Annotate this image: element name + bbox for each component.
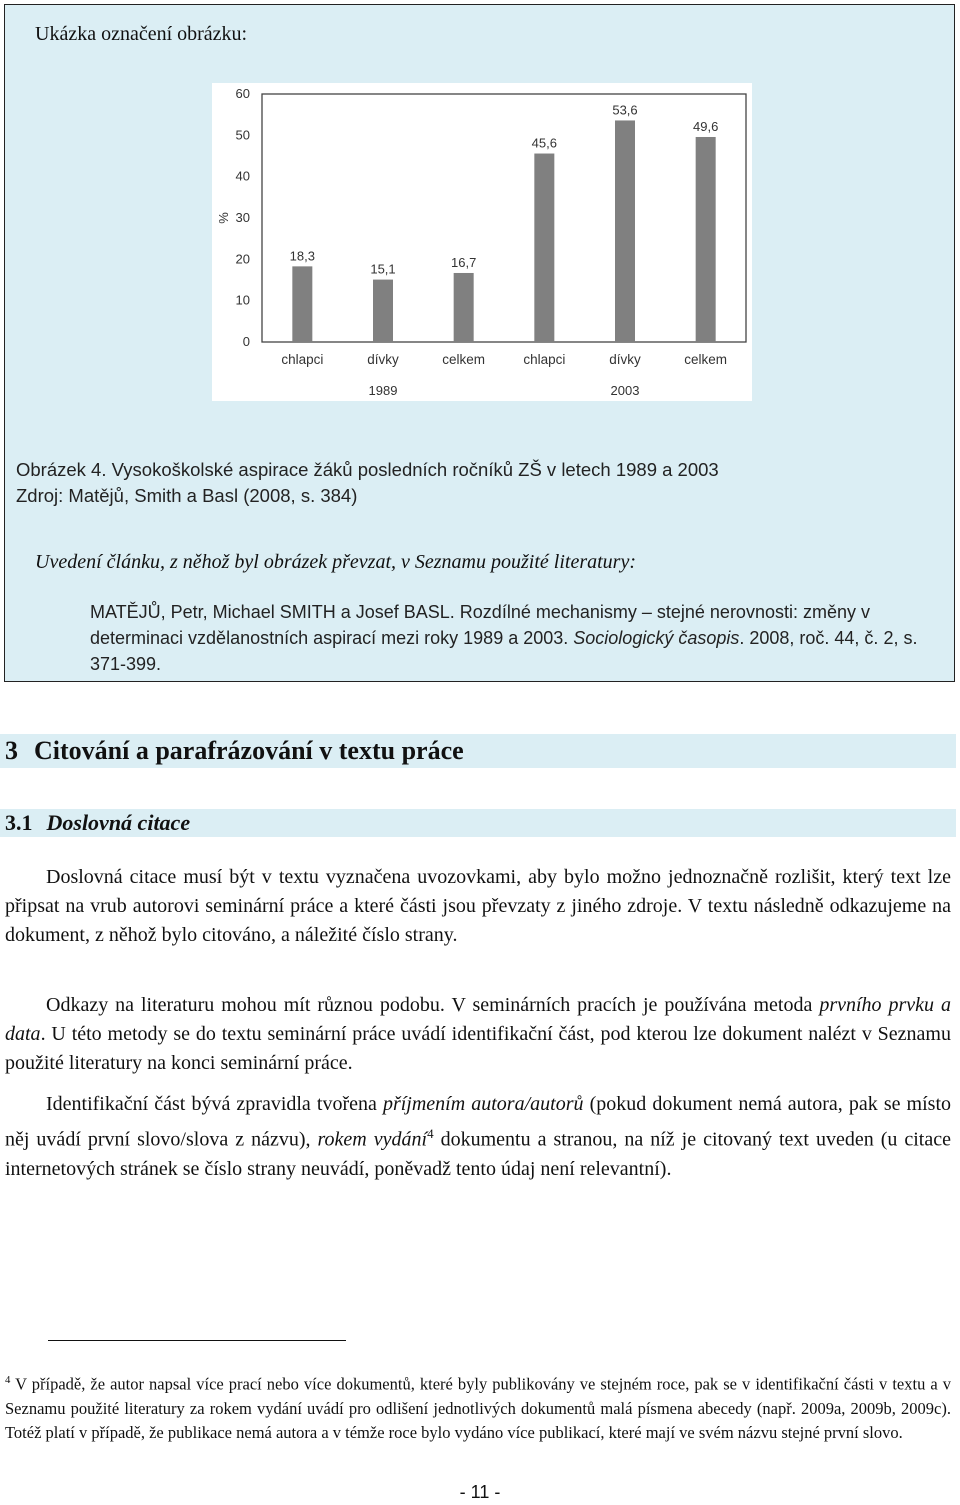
paragraph-3 xyxy=(5,1090,951,1184)
paragraph-3-em-1: příjmením autora/autorů xyxy=(382,1093,584,1115)
category-label-4: dívky xyxy=(609,352,641,367)
bar-chart-svg xyxy=(212,83,752,401)
y-tick-label-40: 40 xyxy=(235,168,250,184)
value-label-3: 45,6 xyxy=(531,135,557,151)
paragraph-2-em: prvního prvku a data xyxy=(5,994,951,1045)
section-number: 3 xyxy=(5,736,18,765)
category-label-1: dívky xyxy=(367,352,399,367)
subsection-title: Doslovná citace xyxy=(46,810,191,835)
category-labels xyxy=(281,352,727,367)
paragraph-3-b: (pokud dokument nemá autora, pak se místo něj uvádí první slovo/slova z názvu), xyxy=(5,1093,952,1151)
footnote-separator xyxy=(48,1340,346,1341)
y-tick-label-0: 0 xyxy=(242,334,250,349)
figure-example-box xyxy=(4,4,955,682)
reference-entry xyxy=(90,599,940,677)
footnote xyxy=(5,1368,951,1445)
paragraph-2 xyxy=(5,991,951,1078)
bar-5 xyxy=(696,137,716,342)
section-heading xyxy=(0,734,956,768)
subsection-number: 3.1 xyxy=(5,810,33,835)
reference-journal: Sociologický časopis xyxy=(573,628,740,648)
category-label-5: celkem xyxy=(684,352,728,367)
category-label-2: celkem xyxy=(442,352,486,367)
value-label-1: 15,1 xyxy=(370,261,396,277)
figure-caption xyxy=(16,457,719,509)
y-tick-label-10: 10 xyxy=(235,292,250,308)
y-tick-label-30: 30 xyxy=(235,210,250,225)
value-label-5: 49,6 xyxy=(693,118,719,134)
group-labels xyxy=(369,383,640,398)
reference-intro: Uvedení článku, z něhož byl obrázek převzat, v Seznamu použité literatury: xyxy=(35,551,636,573)
group-label-1989: 1989 xyxy=(368,383,398,398)
plot-frame xyxy=(262,94,746,342)
paragraph-3-c: dokumentu a stranou, na níž je citovaný text uveden (u citace internetových stránek se číslo strany neuvádí, poněvadž tento údaj není relevantní). xyxy=(5,1128,951,1180)
bar-chart xyxy=(212,83,752,401)
y-tick-label-50: 50 xyxy=(235,127,250,143)
caption-source: Zdroj: Matějů, Smith a Basl (2008, s. 384) xyxy=(16,485,358,506)
reference-authors: MATĚJŮ, Petr, Michael SMITH a Josef BASL. xyxy=(90,602,455,622)
bar-0 xyxy=(292,266,312,342)
page-number: - 11 - xyxy=(459,1482,501,1502)
paragraph-3-em-2: rokem vydání xyxy=(317,1128,428,1151)
bar-3 xyxy=(534,154,554,342)
category-label-0: chlapci xyxy=(281,352,324,367)
caption-title: Obrázek 4. Vysokoškolské aspirace žáků posledních ročníků ZŠ v letech 1989 a 2003 xyxy=(16,459,719,480)
y-tick-label-60: 60 xyxy=(235,86,250,101)
paragraph-1: Doslovná citace musí být v textu vyznačena uvozovkami, aby bylo možno jednoznačně rozlišit, který text lze připsat na vrub autorovi seminární práce a které části jsou převzaty z jiného zdroje. V textu následně odkazujeme na dokument, z něhož bylo citováno, a náležité číslo strany. xyxy=(5,866,951,946)
paragraph-3-a: Identifikační část bývá zpravidla tvořena xyxy=(46,1093,383,1115)
value-label-2: 16,7 xyxy=(451,254,477,270)
bar-1 xyxy=(373,280,393,342)
box-heading: Ukázka označení obrázku: xyxy=(35,23,248,45)
bar-2 xyxy=(454,273,474,342)
value-label-4: 53,6 xyxy=(612,102,638,118)
reference-details: . 2008, roč. 44, č. 2, s. 371-399. xyxy=(90,628,918,674)
value-labels xyxy=(290,102,719,276)
footnote-marker[interactable]: 4 xyxy=(427,1126,434,1141)
group-label-2003: 2003 xyxy=(610,383,640,398)
y-axis-label: % xyxy=(216,212,231,224)
footnote-number: 4 xyxy=(5,1374,11,1386)
paragraph-2-b: . U této metody se do textu seminární práce uvádí identifikační část, pod kterou lze dokument nalézt v Seznamu použité literatury na konci seminární práce. xyxy=(5,1023,951,1074)
section-title: Citování a parafrázování v textu práce xyxy=(34,736,464,765)
value-label-0: 18,3 xyxy=(289,248,315,264)
category-label-3: chlapci xyxy=(523,352,566,367)
y-tick-label-20: 20 xyxy=(235,251,250,267)
bar-4 xyxy=(615,120,635,342)
footnote-text: V případě, že autor napsal více prací nebo více dokumentů, které byly publikovány ve stejném roce, pak se v identifikační části v textu a v Seznamu použité literatury za rokem vydání uvádí pro odlišení jednotlivých dokumentů malá písmena abecedy (např. 2009a, 2009b, 2009c). Totéž platí v případě, že publikace nemá autora a v témže roce bylo vydáno více publikací, které mají ve svém názvu stejné první slovo. xyxy=(5,1374,951,1442)
paragraph-2-a: Odkazy na literaturu mohou mít různou podobu. V seminárních pracích je používána metoda xyxy=(46,994,820,1016)
subsection-heading xyxy=(0,809,956,837)
bars xyxy=(289,120,715,342)
reference-title: Rozdílné mechanismy – stejné nerovnosti: změny v determinaci vzdělanostních aspirací mezi roky 1989 a 2003. xyxy=(90,602,870,648)
y-axis-ticks xyxy=(236,86,250,349)
